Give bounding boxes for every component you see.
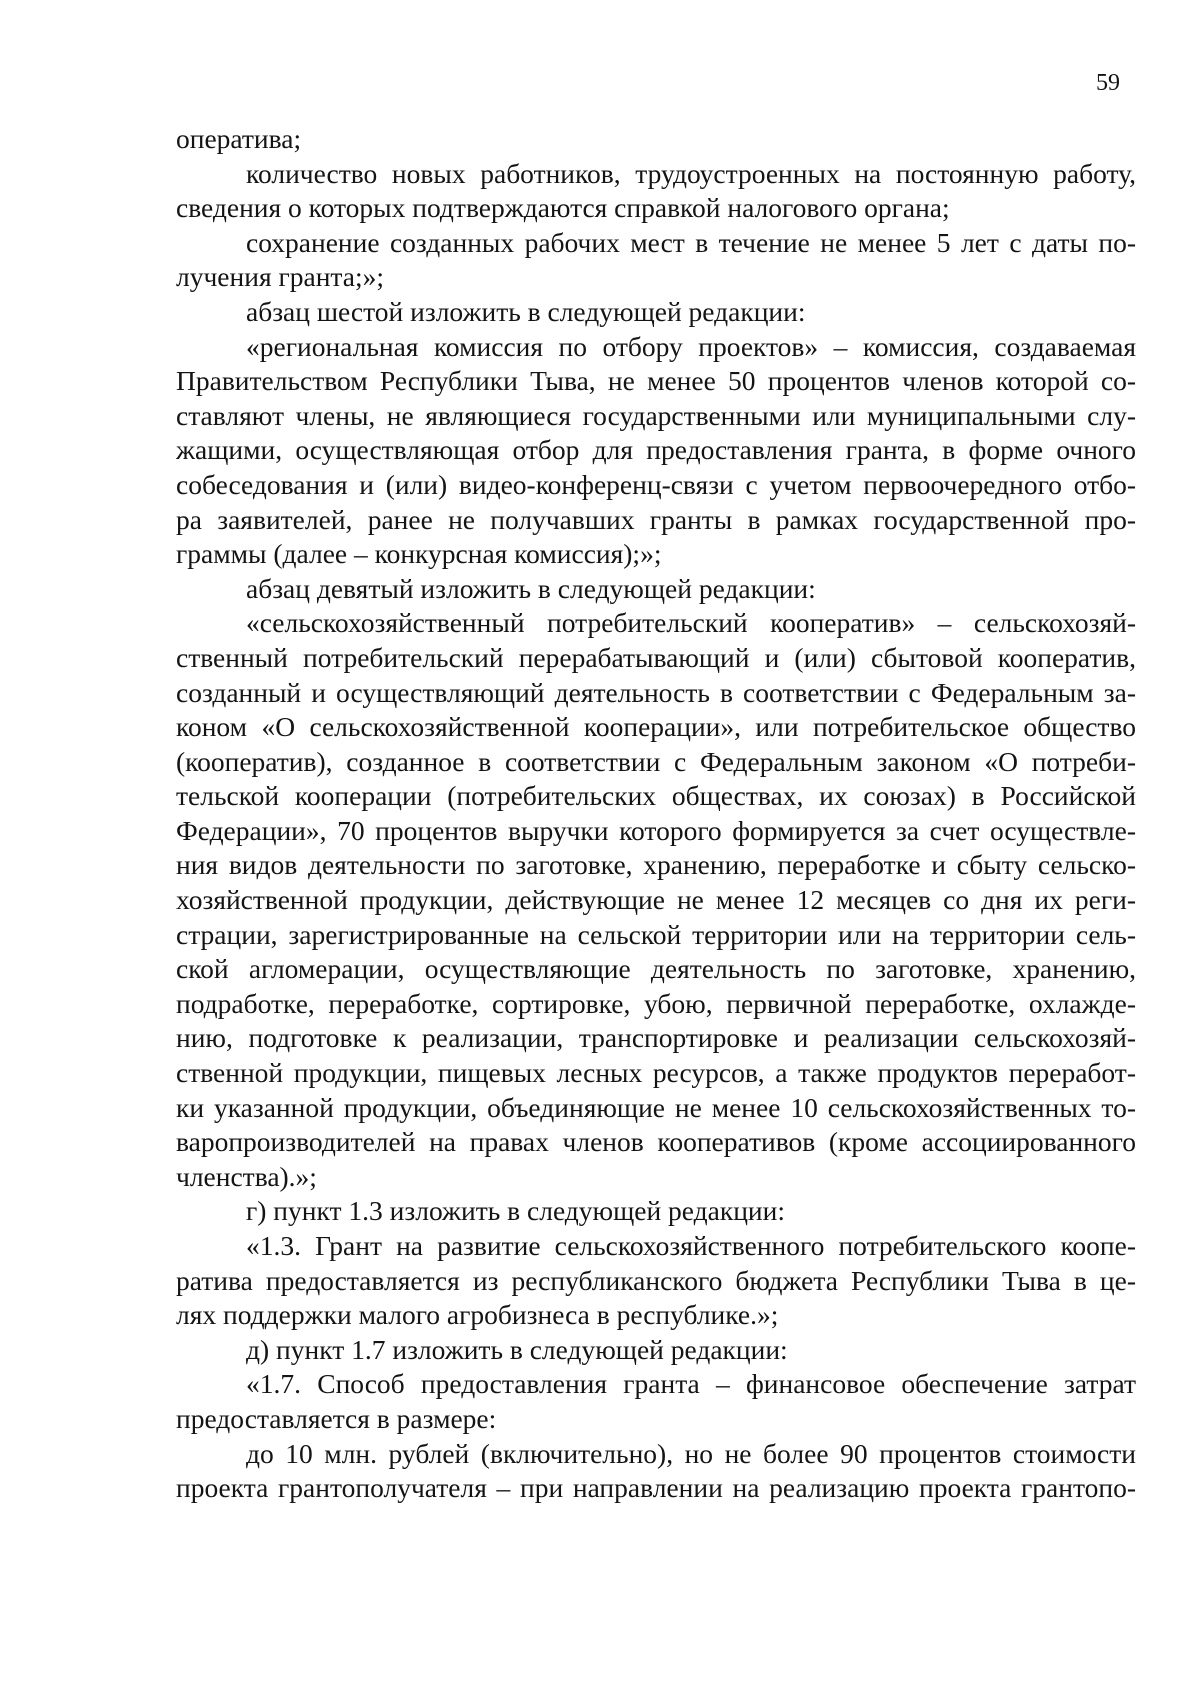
text-line: коном «О сельскохозяйственной кооперации», или потребительское общество xyxy=(176,711,1136,743)
text-line: сведения о которых подтверждаются справкой налогового органа; xyxy=(176,192,950,224)
text-line: абзац шестой изложить в следующей редакции: xyxy=(246,295,806,327)
text-line: ственный потребительский перерабатывающий и (или) сбытовой кооператив, xyxy=(176,641,1136,673)
text-line: подработке, переработке, сортировке, убою, первичной переработке, охлажде- xyxy=(176,987,1136,1019)
text-line: д) пункт 1.7 изложить в следующей редакции: xyxy=(246,1333,788,1365)
text-line: страции, зарегистрированные на сельской территории или на территории сель- xyxy=(176,918,1136,950)
text-line: лучения гранта;»; xyxy=(176,261,385,293)
text-line: ратива предоставляется из республиканского бюджета Республики Тыва в це- xyxy=(176,1264,1136,1296)
text-line: варопроизводителей на правах членов кооперативов (кроме ассоциированного xyxy=(176,1126,1136,1158)
text-line: «региональная комиссия по отбору проектов» – комиссия, создаваемая xyxy=(246,330,1136,362)
page-number: 59 xyxy=(1096,70,1120,96)
text-line: до 10 млн. рублей (включительно), но не более 90 процентов стоимости xyxy=(246,1437,1136,1469)
text-line: г) пункт 1.3 изложить в следующей редакции: xyxy=(246,1195,785,1227)
text-line: тельской кооперации (потребительских обществах, их союзах) в Российской xyxy=(176,780,1136,812)
text-line: (кооператив), созданное в соответствии с Федеральным законом «О потреби- xyxy=(176,745,1136,777)
text-line: Правительством Республики Тыва, не менее 50 процентов членов которой со- xyxy=(176,365,1136,397)
text-line: ственной продукции, пищевых лесных ресурсов, а также продуктов переработ- xyxy=(176,1057,1136,1089)
text-line: «1.7. Способ предоставления гранта – финансовое обеспечение затрат xyxy=(246,1368,1136,1400)
text-line: хозяйственной продукции, действующие не менее 12 месяцев со дня их реги- xyxy=(176,884,1136,916)
text-line: жащими, осуществляющая отбор для предоставления гранта, в форме очного xyxy=(176,434,1136,466)
text-line: ской агломерации, осуществляющие деятельность по заготовке, хранению, xyxy=(176,953,1136,985)
text-line: Федерации», 70 процентов выручки которого формируется за счет осуществле- xyxy=(176,814,1136,846)
text-line: созданный и осуществляющий деятельность в соответствии с Федеральным за- xyxy=(176,676,1136,708)
text-line: ра заявителей, ранее не получавших гранты в рамках государственной про- xyxy=(176,503,1136,535)
text-line: ния видов деятельности по заготовке, хранению, переработке и сбыту сельско- xyxy=(176,849,1136,881)
text-line: собеседования и (или) видео-конференц-связи с учетом первоочередного отбо- xyxy=(176,468,1136,500)
text-line: «1.3. Грант на развитие сельскохозяйственного потребительского коопе- xyxy=(246,1230,1136,1261)
text-line: сохранение созданных рабочих мест в течение не менее 5 лет с даты по- xyxy=(246,226,1136,258)
text-line: абзац девятый изложить в следующей редакции: xyxy=(246,572,816,604)
text-line: членства).»; xyxy=(176,1160,317,1192)
text-line: ки указанной продукции, объединяющие не менее 10 сельскохозяйственных то- xyxy=(176,1091,1136,1123)
text-line: количество новых работников, трудоустроенных на постоянную работу, xyxy=(246,157,1136,189)
text-line: лях поддержки малого агробизнеса в республике.»; xyxy=(176,1299,779,1331)
document-body xyxy=(176,122,1136,1506)
text-line: оператива; xyxy=(176,123,302,154)
text-line: ставляют члены, не являющиеся государственными или муниципальными слу- xyxy=(176,399,1136,431)
text-line: проекта грантополучателя – при направлении на реализацию проекта грантопо- xyxy=(176,1472,1136,1504)
text-line: граммы (далее – конкурсная комиссия);»; xyxy=(176,538,662,570)
text-line: нию, подготовке к реализации, транспортировке и реализации сельскохозяй- xyxy=(176,1022,1136,1054)
text-line: предоставляется в размере: xyxy=(176,1402,497,1434)
text-line: «сельскохозяйственный потребительский кооператив» – сельскохозяй- xyxy=(246,607,1136,639)
